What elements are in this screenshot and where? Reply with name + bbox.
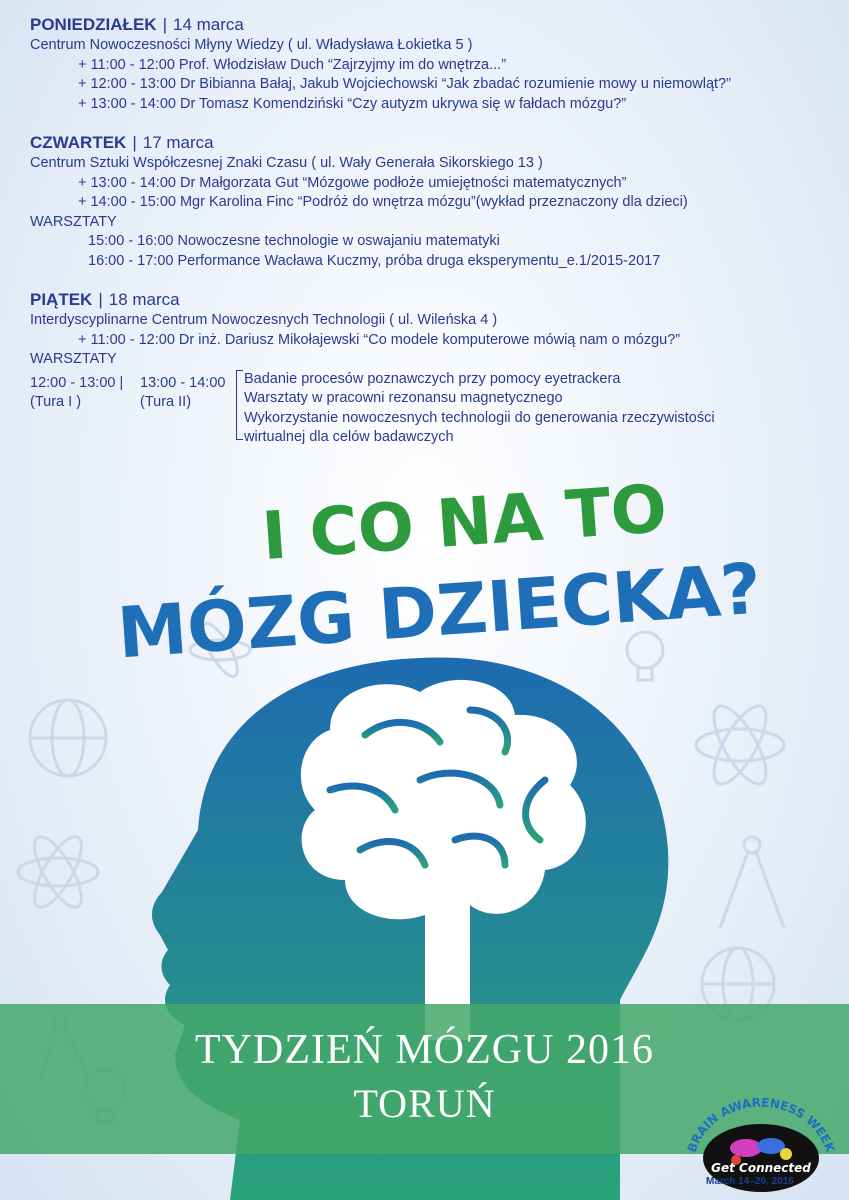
- lecture-item: + 13:00 - 14:00 Dr Tomasz Komendziński “Czy autyzm ukrywa się w fałdach mózgu?”: [78, 95, 627, 112]
- workshops-label: WARSZTATY: [30, 213, 117, 230]
- tura-2-label: (Tura II): [140, 394, 192, 410]
- lecture-item: + 14:00 - 15:00 Mgr Karolina Finc “Podróż do wnętrza mózgu”(wykład przeznaczony dla dzieci): [78, 194, 688, 210]
- atom-icon: [18, 830, 98, 913]
- lecture-item: + 11:00 - 12:00 Prof. Włodzisław Duch “Zajrzyjmy im do wnętrza...”: [78, 56, 507, 73]
- venue: Interdyscyplinarne Centrum Nowoczesnych Technologii ( ul. Wileńska 4 ): [30, 312, 498, 328]
- day-name: CZWARTEK: [30, 133, 127, 152]
- workshop-topic: Badanie procesów poznawczych przy pomocy eyetrackera: [244, 370, 621, 387]
- tura-1-time: 12:00 - 13:00 |: [30, 374, 124, 391]
- title-line-2: MÓZG DZIECKA?: [114, 547, 764, 675]
- event-city: TORUŃ: [353, 1081, 496, 1126]
- workshop-topics: [244, 370, 715, 448]
- workshop-item: 16:00 - 17:00 Performance Wacława Kuczmy, próba druga eksperymentu_e.1/2015-2017: [88, 252, 661, 269]
- title-line-1: I CO NA TO: [259, 469, 670, 576]
- day-heading: PIĄTEK | 18 marca: [30, 290, 180, 309]
- day-date: 18 marca: [108, 290, 180, 309]
- venue: Centrum Sztuki Współczesnej Znaki Czasu ( ul. Wały Generała Sikorskiego 13 ): [30, 155, 543, 171]
- workshop-topic: Warsztaty w pracowni rezonansu magnetycznego: [244, 390, 563, 406]
- lecture-item: + 11:00 - 12:00 Dr inż. Dariusz Mikołajewski “Co modele komputerowe mówią nam o mózgu?”: [78, 331, 681, 348]
- compass-icon: [720, 837, 784, 928]
- logo-center-text: Get Connected: [711, 1161, 811, 1175]
- day-date: 17 marca: [142, 133, 214, 152]
- lecture-item: + 12:00 - 13:00 Dr Bibianna Bałaj, Jakub Wojciechowski “Jak zbadać rozumienie mowy u niemowląt?”: [78, 76, 731, 92]
- poster-title: [114, 469, 764, 680]
- workshop-topic: wirtualnej dla celów badawczych: [244, 429, 454, 445]
- tura-1-label: (Tura I ): [30, 394, 82, 410]
- logo-arc-text: BRAIN AWARENESS WEEK: [684, 1095, 838, 1155]
- day-heading: CZWARTEK | 17 marca: [30, 133, 214, 152]
- event-title: TYDZIEŃ MÓZGU 2016: [195, 1027, 654, 1073]
- lecture-item: + 13:00 - 14:00 Dr Małgorzata Gut “Mózgowe podłoże umiejętności matematycznych”: [78, 174, 627, 191]
- globe-icon: [30, 700, 106, 776]
- day-name: PIĄTEK: [30, 290, 93, 309]
- workshop-item: 15:00 - 16:00 Nowoczesne technologie w oswajaniu matematyki: [88, 233, 500, 249]
- logo-date: March 14–20, 2016: [706, 1176, 794, 1187]
- day-name: PONIEDZIAŁEK: [30, 15, 157, 34]
- venue: Centrum Nowoczesności Młyny Wiedzy ( ul. Władysława Łokietka 5 ): [30, 37, 473, 53]
- workshop-topic: Wykorzystanie nowoczesnych technologii do generowania rzeczywistości: [244, 409, 715, 426]
- workshop-session-block: [30, 370, 830, 445]
- schedule: [30, 14, 830, 445]
- workshops-label: WARSZTATY: [30, 351, 117, 367]
- bracket-divider: [236, 370, 243, 440]
- atom-icon: [696, 699, 784, 791]
- day-heading: PONIEDZIAŁEK | 14 marca: [30, 15, 244, 34]
- day-date: 14 marca: [172, 15, 244, 34]
- tura-2-time: 13:00 - 14:00: [140, 374, 226, 391]
